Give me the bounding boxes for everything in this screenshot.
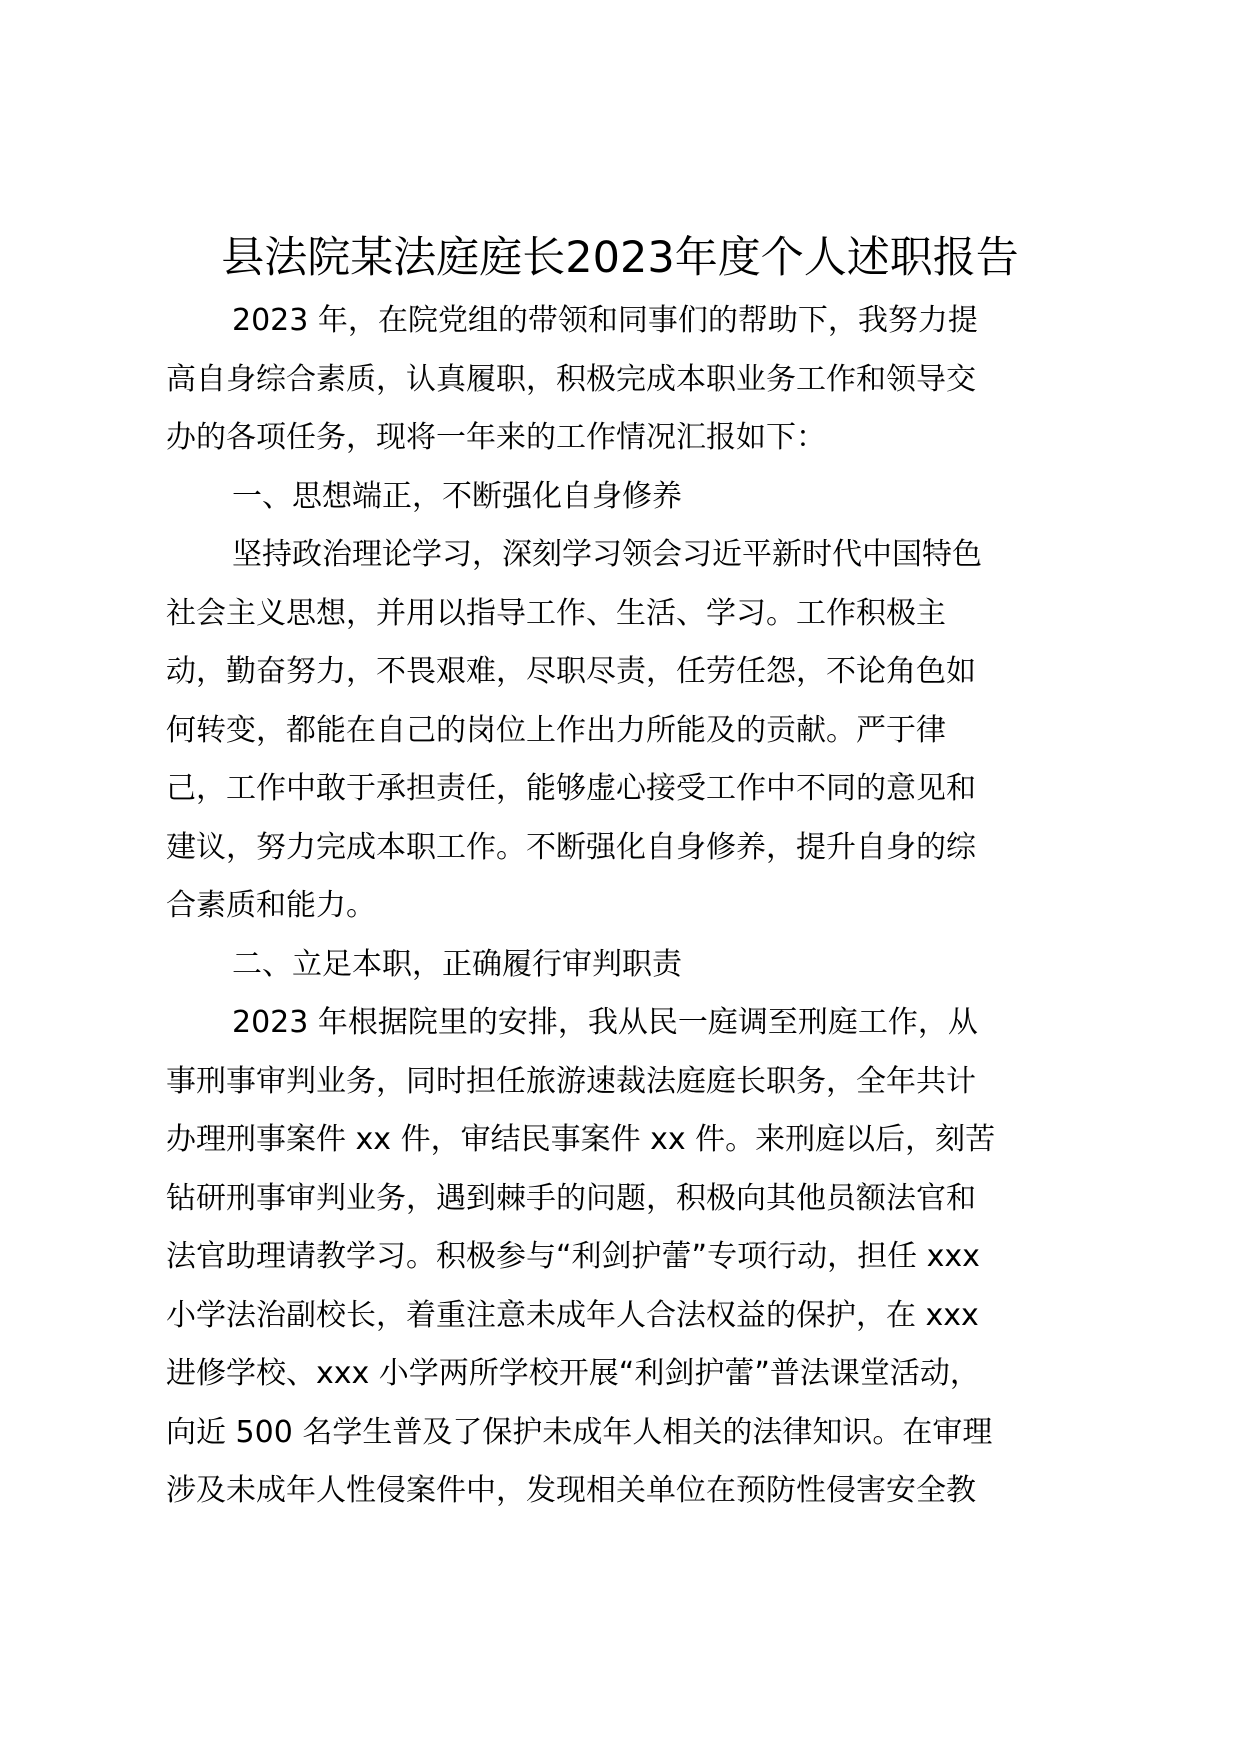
body-line: 建议，努力完成本职工作。不断强化自身修养，提升自身的综: [166, 829, 976, 865]
body-line: 己，工作中敢于承担责任，能够虚心接受工作中不同的意见和: [166, 771, 976, 806]
body-line: 社会主义思想，并用以指导工作、生活、学习。工作积极主: [166, 595, 946, 631]
body-line: 进修学校、xxx 小学两所学校开展“利剑护蕾”普法课堂活动，: [166, 1356, 980, 1391]
body-line: 向近 500 名学生普及了保护未成年人相关的法律知识。在审理: [166, 1414, 993, 1450]
section-heading-1: 一、思想端正，不断强化自身修养: [232, 478, 682, 514]
body-line: 办理刑事案件 xx 件，审结民事案件 xx 件。来刑庭以后，刻苦: [166, 1122, 996, 1157]
body-line: 坚持政治理论学习，深刻学习领会习近平新时代中国特色: [232, 537, 982, 572]
section-heading-2: 二、立足本职，正确履行审判职责: [232, 946, 682, 982]
body-line: 办的各项任务，现将一年来的工作情况汇报如下：: [166, 420, 826, 455]
body-line: 钻研刑事审判业务，遇到棘手的问题，积极向其他员额法官和: [166, 1180, 976, 1216]
body-line: 2023 年根据院里的安排，我从民一庭调至刑庭工作，从: [232, 1005, 978, 1040]
body-line: 事刑事审判业务，同时担任旅游速裁法庭庭长职务，全年共计: [166, 1063, 976, 1099]
document-title: 县法院某法庭庭长2023年度个人述职报告: [221, 233, 1019, 283]
document-body: [166, 292, 1086, 1521]
body-line: 何转变，都能在自己的岗位上作出力所能及的贡献。严于律: [166, 712, 946, 748]
body-line: 法官助理请教学习。积极参与“利剑护蕾”专项行动，担任 xxx: [166, 1239, 980, 1274]
body-line: 2023 年，在院党组的带领和同事们的帮助下，我努力提: [232, 303, 978, 338]
body-line: 涉及未成年人性侵案件中，发现相关单位在预防性侵害安全教: [166, 1473, 976, 1508]
body-line: 小学法治副校长，着重注意未成年人合法权益的保护，在 xxx: [166, 1297, 979, 1333]
body-line: 动，勤奋努力，不畏艰难，尽职尽责，任劳任怨，不论角色如: [166, 654, 976, 689]
body-line: 合素质和能力。: [166, 888, 376, 923]
body-line: 高自身综合素质，认真履职，积极完成本职业务工作和领导交: [166, 361, 976, 397]
